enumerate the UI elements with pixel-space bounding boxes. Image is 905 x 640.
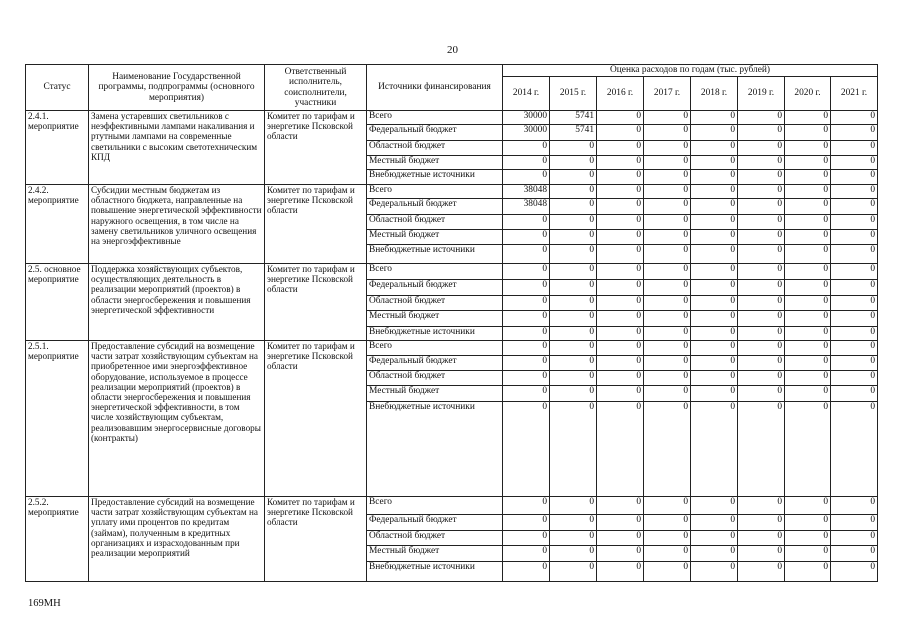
source-cell: Всего xyxy=(367,185,503,199)
value-cell: 0 xyxy=(738,141,785,156)
source-cell: Местный бюджет xyxy=(367,546,503,562)
responsible-cell: Комитет по тарифам и энергетике Псковской области xyxy=(265,264,367,341)
value-cell: 0 xyxy=(644,341,691,356)
value-cell: 0 xyxy=(503,341,550,356)
value-cell: 0 xyxy=(831,111,878,125)
value-cell: 0 xyxy=(597,515,644,531)
value-cell: 0 xyxy=(550,141,597,156)
value-cell: 0 xyxy=(597,531,644,546)
value-cell: 0 xyxy=(644,356,691,371)
value-cell: 0 xyxy=(691,327,738,341)
value-cell: 0 xyxy=(597,341,644,356)
value-cell: 0 xyxy=(785,141,831,156)
value-cell: 0 xyxy=(785,230,831,245)
value-cell: 0 xyxy=(691,562,738,582)
table-header xyxy=(26,65,878,111)
value-cell: 0 xyxy=(785,170,831,185)
value-cell: 0 xyxy=(597,327,644,341)
value-cell: 0 xyxy=(831,264,878,280)
status-cell: 2.5.1. мероприятие xyxy=(26,341,89,497)
value-cell: 0 xyxy=(831,402,878,497)
value-cell: 0 xyxy=(550,497,597,515)
value-cell: 0 xyxy=(738,170,785,185)
value-cell: 0 xyxy=(738,311,785,327)
status-cell: 2.5.2. мероприятие xyxy=(26,497,89,582)
value-cell: 0 xyxy=(785,402,831,497)
value-cell: 0 xyxy=(831,531,878,546)
value-cell: 0 xyxy=(738,185,785,199)
value-cell: 0 xyxy=(738,371,785,386)
value-cell: 0 xyxy=(831,327,878,341)
value-cell: 0 xyxy=(550,296,597,311)
source-cell: Всего xyxy=(367,497,503,515)
value-cell: 0 xyxy=(738,125,785,141)
table-row xyxy=(26,264,878,280)
value-cell: 0 xyxy=(831,311,878,327)
source-cell: Федеральный бюджет xyxy=(367,125,503,141)
value-cell: 0 xyxy=(550,311,597,327)
value-cell: 0 xyxy=(503,327,550,341)
value-cell: 0 xyxy=(597,245,644,264)
value-cell: 38048 xyxy=(503,185,550,199)
source-cell: Всего xyxy=(367,111,503,125)
value-cell: 0 xyxy=(644,531,691,546)
value-cell: 0 xyxy=(597,170,644,185)
name-cell: Предоставление субсидий на возмещение части затрат хозяйствующим субъектам на уплату ими процентов по кредитам (займам), полученным в кредитных организациях и израсходованным при реализации мероприятий xyxy=(89,497,265,582)
value-cell: 0 xyxy=(597,311,644,327)
value-cell: 0 xyxy=(691,280,738,296)
value-cell: 0 xyxy=(831,245,878,264)
value-cell: 0 xyxy=(831,199,878,215)
value-cell: 0 xyxy=(550,264,597,280)
value-cell: 0 xyxy=(785,111,831,125)
value-cell: 0 xyxy=(550,515,597,531)
value-cell: 0 xyxy=(691,402,738,497)
source-cell: Внебюджетные источники xyxy=(367,327,503,341)
value-cell: 0 xyxy=(831,386,878,402)
value-cell: 0 xyxy=(738,497,785,515)
value-cell: 0 xyxy=(691,371,738,386)
value-cell: 0 xyxy=(550,327,597,341)
value-cell: 0 xyxy=(831,356,878,371)
responsible-cell: Комитет по тарифам и энергетике Псковской области xyxy=(265,497,367,582)
budget-table xyxy=(25,64,878,582)
value-cell: 0 xyxy=(785,515,831,531)
source-cell: Областной бюджет xyxy=(367,531,503,546)
value-cell: 0 xyxy=(503,156,550,170)
value-cell: 0 xyxy=(597,371,644,386)
value-cell: 0 xyxy=(785,546,831,562)
value-cell: 0 xyxy=(597,156,644,170)
value-cell: 0 xyxy=(691,230,738,245)
value-cell: 0 xyxy=(644,264,691,280)
value-cell: 0 xyxy=(644,141,691,156)
responsible-cell: Комитет по тарифам и энергетике Псковской области xyxy=(265,111,367,185)
value-cell: 0 xyxy=(503,546,550,562)
value-cell: 0 xyxy=(738,546,785,562)
value-cell: 0 xyxy=(831,156,878,170)
name-cell: Поддержка хозяйствующих субъектов, осуществляющих деятельность в реализации мероприятий (проектов) в области энергосбережения и повышения энергетической эффективности xyxy=(89,264,265,341)
value-cell: 0 xyxy=(738,341,785,356)
value-cell: 0 xyxy=(597,497,644,515)
value-cell: 0 xyxy=(644,185,691,199)
value-cell: 0 xyxy=(550,185,597,199)
value-cell: 0 xyxy=(644,170,691,185)
value-cell: 0 xyxy=(785,327,831,341)
value-cell: 5741 xyxy=(550,111,597,125)
value-cell: 0 xyxy=(738,245,785,264)
value-cell: 0 xyxy=(597,280,644,296)
table-row xyxy=(26,111,878,125)
value-cell: 0 xyxy=(738,230,785,245)
value-cell: 0 xyxy=(785,264,831,280)
value-cell: 0 xyxy=(644,245,691,264)
source-cell: Местный бюджет xyxy=(367,311,503,327)
source-cell: Внебюджетные источники xyxy=(367,402,503,497)
header-year: 2016 г. xyxy=(597,77,644,111)
value-cell: 0 xyxy=(691,296,738,311)
source-cell: Федеральный бюджет xyxy=(367,280,503,296)
value-cell: 0 xyxy=(738,296,785,311)
value-cell: 0 xyxy=(785,280,831,296)
table-row xyxy=(26,497,878,515)
value-cell: 0 xyxy=(644,371,691,386)
value-cell: 0 xyxy=(691,515,738,531)
source-cell: Областной бюджет xyxy=(367,296,503,311)
value-cell: 0 xyxy=(831,185,878,199)
value-cell: 0 xyxy=(785,311,831,327)
value-cell: 0 xyxy=(831,141,878,156)
value-cell: 0 xyxy=(503,497,550,515)
value-cell: 0 xyxy=(738,111,785,125)
source-cell: Местный бюджет xyxy=(367,386,503,402)
responsible-cell: Комитет по тарифам и энергетике Псковской области xyxy=(265,185,367,264)
value-cell: 0 xyxy=(503,562,550,582)
value-cell: 0 xyxy=(785,245,831,264)
value-cell: 0 xyxy=(831,515,878,531)
header-cost-estimate: Оценка расходов по годам (тыс. рублей) xyxy=(503,65,878,77)
value-cell: 0 xyxy=(691,386,738,402)
value-cell: 0 xyxy=(738,280,785,296)
value-cell: 0 xyxy=(597,264,644,280)
value-cell: 0 xyxy=(785,125,831,141)
header-year: 2020 г. xyxy=(785,77,831,111)
value-cell: 0 xyxy=(550,562,597,582)
value-cell: 0 xyxy=(691,311,738,327)
value-cell: 0 xyxy=(785,199,831,215)
value-cell: 0 xyxy=(785,562,831,582)
value-cell: 0 xyxy=(597,402,644,497)
name-cell: Замена устаревших светильников с неэффективными лампами накаливания и ртутными лампами на современные светильники с высоким светотехническим КПД xyxy=(89,111,265,185)
header-sources: Источники финансирования xyxy=(367,65,503,111)
value-cell: 0 xyxy=(785,156,831,170)
header-year: 2017 г. xyxy=(644,77,691,111)
value-cell: 0 xyxy=(597,296,644,311)
header-responsible: Ответственный исполнитель, соисполнители, участники xyxy=(265,65,367,111)
value-cell: 0 xyxy=(550,245,597,264)
value-cell: 0 xyxy=(738,199,785,215)
value-cell: 0 xyxy=(691,185,738,199)
value-cell: 0 xyxy=(644,311,691,327)
value-cell: 0 xyxy=(691,356,738,371)
source-cell: Внебюджетные источники xyxy=(367,562,503,582)
header-name: Наименование Государственной программы, подпрограммы (основного мероприятия) xyxy=(89,65,265,111)
value-cell: 0 xyxy=(831,371,878,386)
value-cell: 0 xyxy=(644,515,691,531)
value-cell: 0 xyxy=(738,356,785,371)
value-cell: 0 xyxy=(503,386,550,402)
source-cell: Федеральный бюджет xyxy=(367,356,503,371)
header-status: Статус xyxy=(26,65,89,111)
value-cell: 0 xyxy=(597,386,644,402)
value-cell: 30000 xyxy=(503,125,550,141)
value-cell: 0 xyxy=(831,546,878,562)
value-cell: 0 xyxy=(597,111,644,125)
value-cell: 0 xyxy=(785,185,831,199)
value-cell: 0 xyxy=(738,562,785,582)
value-cell: 0 xyxy=(644,497,691,515)
value-cell: 0 xyxy=(503,170,550,185)
footer-code: 169МН xyxy=(28,598,61,609)
value-cell: 0 xyxy=(691,531,738,546)
source-cell: Областной бюджет xyxy=(367,141,503,156)
value-cell: 0 xyxy=(597,141,644,156)
value-cell: 0 xyxy=(597,125,644,141)
header-year: 2014 г. xyxy=(503,77,550,111)
status-cell: 2.4.2. мероприятие xyxy=(26,185,89,264)
value-cell: 0 xyxy=(738,386,785,402)
value-cell: 0 xyxy=(597,185,644,199)
value-cell: 0 xyxy=(691,341,738,356)
value-cell: 0 xyxy=(738,402,785,497)
responsible-cell: Комитет по тарифам и энергетике Псковской области xyxy=(265,341,367,497)
source-cell: Областной бюджет xyxy=(367,371,503,386)
value-cell: 0 xyxy=(550,280,597,296)
name-cell: Субсидии местным бюджетам из областного бюджета, направленные на повышение энергетической эффективности наружного освещения, в том числе на замену светильников уличного освещения на энергоэффективные xyxy=(89,185,265,264)
value-cell: 0 xyxy=(738,215,785,230)
value-cell: 0 xyxy=(597,546,644,562)
value-cell: 0 xyxy=(503,402,550,497)
value-cell: 0 xyxy=(691,111,738,125)
value-cell: 0 xyxy=(503,141,550,156)
value-cell: 0 xyxy=(785,296,831,311)
value-cell: 0 xyxy=(785,215,831,230)
value-cell: 38048 xyxy=(503,199,550,215)
value-cell: 0 xyxy=(785,386,831,402)
value-cell: 0 xyxy=(597,356,644,371)
value-cell: 0 xyxy=(738,156,785,170)
value-cell: 0 xyxy=(503,371,550,386)
value-cell: 0 xyxy=(785,356,831,371)
value-cell: 0 xyxy=(550,371,597,386)
status-cell: 2.5. основное мероприятие xyxy=(26,264,89,341)
value-cell: 0 xyxy=(503,230,550,245)
value-cell: 0 xyxy=(785,531,831,546)
value-cell: 0 xyxy=(550,531,597,546)
value-cell: 0 xyxy=(550,386,597,402)
value-cell: 0 xyxy=(691,546,738,562)
value-cell: 0 xyxy=(691,264,738,280)
value-cell: 0 xyxy=(597,199,644,215)
value-cell: 0 xyxy=(644,296,691,311)
value-cell: 0 xyxy=(691,156,738,170)
value-cell: 0 xyxy=(785,341,831,356)
value-cell: 0 xyxy=(738,531,785,546)
value-cell: 0 xyxy=(550,356,597,371)
value-cell: 0 xyxy=(503,264,550,280)
value-cell: 0 xyxy=(691,215,738,230)
value-cell: 0 xyxy=(644,327,691,341)
source-cell: Областной бюджет xyxy=(367,215,503,230)
source-cell: Внебюджетные источники xyxy=(367,170,503,185)
source-cell: Всего xyxy=(367,341,503,356)
value-cell: 0 xyxy=(644,125,691,141)
value-cell: 0 xyxy=(503,296,550,311)
value-cell: 0 xyxy=(738,264,785,280)
value-cell: 0 xyxy=(550,199,597,215)
value-cell: 0 xyxy=(831,497,878,515)
source-cell: Федеральный бюджет xyxy=(367,515,503,531)
table-row xyxy=(26,185,878,199)
value-cell: 0 xyxy=(831,562,878,582)
value-cell: 0 xyxy=(831,296,878,311)
source-cell: Федеральный бюджет xyxy=(367,199,503,215)
table-body xyxy=(26,111,878,582)
value-cell: 0 xyxy=(503,245,550,264)
value-cell: 0 xyxy=(644,386,691,402)
source-cell: Местный бюджет xyxy=(367,230,503,245)
value-cell: 0 xyxy=(644,546,691,562)
value-cell: 0 xyxy=(550,402,597,497)
value-cell: 0 xyxy=(831,170,878,185)
value-cell: 0 xyxy=(597,562,644,582)
source-cell: Местный бюджет xyxy=(367,156,503,170)
table-row xyxy=(26,341,878,356)
value-cell: 0 xyxy=(503,215,550,230)
value-cell: 0 xyxy=(550,341,597,356)
value-cell: 0 xyxy=(503,280,550,296)
value-cell: 0 xyxy=(597,230,644,245)
value-cell: 5741 xyxy=(550,125,597,141)
value-cell: 0 xyxy=(831,215,878,230)
value-cell: 0 xyxy=(738,327,785,341)
value-cell: 0 xyxy=(550,170,597,185)
value-cell: 0 xyxy=(644,156,691,170)
value-cell: 0 xyxy=(644,562,691,582)
value-cell: 0 xyxy=(831,280,878,296)
value-cell: 0 xyxy=(738,515,785,531)
value-cell: 0 xyxy=(503,531,550,546)
value-cell: 0 xyxy=(831,230,878,245)
source-cell: Внебюджетные источники xyxy=(367,245,503,264)
value-cell: 0 xyxy=(831,125,878,141)
value-cell: 0 xyxy=(550,230,597,245)
value-cell: 0 xyxy=(691,497,738,515)
value-cell: 0 xyxy=(550,546,597,562)
value-cell: 0 xyxy=(644,199,691,215)
value-cell: 0 xyxy=(691,199,738,215)
value-cell: 0 xyxy=(785,497,831,515)
value-cell: 0 xyxy=(503,311,550,327)
value-cell: 0 xyxy=(831,341,878,356)
value-cell: 0 xyxy=(597,215,644,230)
value-cell: 0 xyxy=(691,141,738,156)
value-cell: 0 xyxy=(644,402,691,497)
value-cell: 0 xyxy=(503,356,550,371)
header-year: 2021 г. xyxy=(831,77,878,111)
value-cell: 0 xyxy=(503,515,550,531)
value-cell: 0 xyxy=(691,170,738,185)
value-cell: 0 xyxy=(644,111,691,125)
value-cell: 0 xyxy=(785,371,831,386)
page-number: 20 xyxy=(447,44,458,56)
status-cell: 2.4.1. мероприятие xyxy=(26,111,89,185)
header-year: 2015 г. xyxy=(550,77,597,111)
source-cell: Всего xyxy=(367,264,503,280)
header-year: 2018 г. xyxy=(691,77,738,111)
value-cell: 0 xyxy=(550,215,597,230)
value-cell: 0 xyxy=(644,215,691,230)
value-cell: 0 xyxy=(691,245,738,264)
name-cell: Предоставление субсидий на возмещение части затрат хозяйствующим субъектам на приобретенное ими энергоэффективное оборудование, используемое в процессе реализации мероприятий (проектов) в области энергосбережения и повышения энергетической эффективности, в том числе хозяйствующим субъектам, реализовавшим энергосервисные договоры (контракты) xyxy=(89,341,265,497)
value-cell: 0 xyxy=(550,156,597,170)
value-cell: 0 xyxy=(644,230,691,245)
value-cell: 30000 xyxy=(503,111,550,125)
value-cell: 0 xyxy=(644,280,691,296)
value-cell: 0 xyxy=(691,125,738,141)
header-year: 2019 г. xyxy=(738,77,785,111)
